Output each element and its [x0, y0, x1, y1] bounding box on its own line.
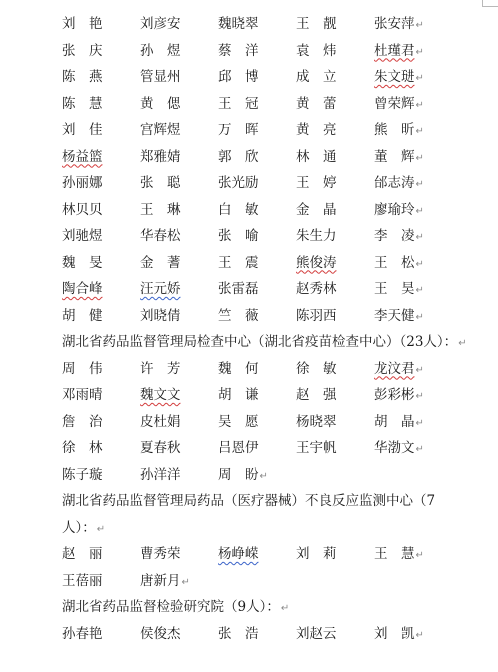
name-row — [62, 91, 482, 118]
name-cell: 董 辉↵ — [374, 148, 424, 165]
name-cell: 白 敏 — [218, 201, 259, 218]
paragraph-mark-icon: ↵ — [415, 391, 424, 402]
paragraph-mark-icon: ↵ — [415, 73, 424, 84]
section-heading-text: 湖北省药品监督管理局药品（医疗器械）不良反应监测中心（7 — [62, 493, 436, 509]
name-cell: 张雷磊 — [218, 281, 259, 297]
name-cell: 胡 晶↵ — [374, 413, 424, 430]
name-cell: 魏 旻 — [62, 254, 103, 271]
name-cell: 王 琳 — [140, 201, 181, 218]
paragraph-mark-icon: ↵ — [415, 364, 424, 376]
name-cell: 孙洋洋 — [140, 466, 181, 483]
name-cell: 王 靓 — [296, 16, 337, 32]
name-cell: 龙汶君↵ — [374, 360, 424, 377]
name-row — [62, 303, 482, 330]
name-cell: 王宇帆 — [296, 440, 337, 456]
name-cell: 杨益篮 — [62, 148, 103, 165]
name-cell: 刘晓倩 — [140, 307, 181, 324]
paragraph-mark-icon: ↵ — [415, 205, 424, 217]
name-row — [62, 170, 482, 197]
section-heading-text: 湖北省药品监督检验研究院（9人）：↵ — [62, 599, 290, 615]
name-row — [62, 435, 482, 462]
name-cell: 胡 健 — [62, 307, 103, 324]
name-row — [62, 38, 482, 65]
section-heading — [62, 594, 482, 621]
name-cell: 张安萍↵ — [374, 16, 424, 32]
document-body[interactable] — [62, 11, 482, 647]
name-cell: 徐 敏 — [296, 360, 337, 377]
name-cell: 周 盼↵ — [218, 466, 268, 483]
paragraph-mark-icon: ↵ — [415, 444, 424, 455]
name-cell: 魏晓翠 — [218, 16, 259, 32]
name-cell: 袁 炜 — [296, 42, 337, 59]
name-row — [62, 250, 482, 277]
name-cell: 黄 亮 — [296, 122, 337, 138]
section-heading — [62, 329, 482, 356]
name-cell: 刘驰煜 — [62, 228, 103, 244]
name-row — [62, 462, 482, 489]
name-cell: 郭 欣 — [218, 148, 259, 165]
name-cell: 熊 昕↵ — [374, 122, 424, 138]
name-cell: 张 喻 — [218, 228, 259, 244]
name-cell: 唐新月↵ — [140, 572, 190, 589]
name-cell: 王 冠 — [218, 95, 259, 112]
name-cell: 夏春秋 — [140, 440, 181, 456]
name-cell: 魏 何 — [218, 360, 259, 377]
name-cell: 刘 莉 — [296, 546, 337, 562]
name-row — [62, 117, 482, 144]
paragraph-mark-icon: ↵ — [415, 232, 424, 243]
name-cell: 陶合峰 — [62, 281, 103, 297]
name-cell: 华春松 — [140, 228, 181, 244]
name-cell: 华渤文↵ — [374, 440, 424, 456]
name-cell: 吴 愿 — [218, 413, 259, 430]
name-cell: 王 婷 — [296, 175, 337, 191]
name-cell: 徐 林 — [62, 440, 103, 456]
name-cell: 魏文文 — [140, 387, 181, 403]
name-cell: 孙春艳 — [62, 625, 103, 642]
section-heading-text: 湖北省药品监督管理局检查中心（湖北省疫苗检查中心）（23人）：↵ — [62, 334, 467, 350]
paragraph-mark-icon: ↵ — [415, 99, 424, 111]
name-cell: 刘 艳 — [62, 16, 103, 32]
name-cell: 刘 佳 — [62, 122, 103, 138]
name-cell: 管显州 — [140, 69, 181, 85]
name-cell: 万 晖 — [218, 122, 259, 138]
name-row — [62, 144, 482, 171]
name-cell: 成 立 — [296, 69, 337, 85]
name-cell: 张 庆 — [62, 42, 103, 59]
paragraph-mark-icon: ↵ — [415, 629, 424, 641]
paragraph-mark-icon: ↵ — [415, 311, 424, 323]
name-cell: 杜瑾君↵ — [374, 42, 424, 59]
name-cell: 曹秀荣 — [140, 546, 181, 562]
name-cell: 赵 强 — [296, 387, 337, 403]
name-cell: 张 浩 — [218, 625, 259, 642]
name-cell: 林贝贝 — [62, 201, 103, 218]
name-cell: 陈 慧 — [62, 95, 103, 112]
name-cell: 胡 谦 — [218, 387, 259, 403]
name-cell: 邱 博 — [218, 69, 259, 85]
name-cell: 王 昊↵ — [374, 281, 424, 297]
name-cell: 周 伟 — [62, 360, 103, 377]
paragraph-mark-icon: ↵ — [415, 126, 424, 137]
name-cell: 朱生力 — [296, 228, 337, 244]
name-cell: 黄 偲 — [140, 95, 181, 112]
paragraph-mark-icon: ↵ — [415, 550, 424, 561]
name-cell: 皮杜娟 — [140, 413, 181, 430]
paragraph-mark-icon: ↵ — [280, 603, 290, 614]
name-cell: 许 芳 — [140, 360, 181, 377]
name-cell: 曾荣辉↵ — [374, 95, 424, 112]
name-row — [62, 197, 482, 224]
name-cell: 詹 治 — [62, 413, 103, 430]
name-cell: 刘彦安 — [140, 16, 181, 32]
name-cell: 彭彩彬↵ — [374, 387, 424, 403]
name-cell: 蔡 洋 — [218, 42, 259, 59]
name-cell: 宫辉煜 — [140, 122, 181, 138]
name-cell: 王 松↵ — [374, 254, 424, 271]
name-cell: 王 震 — [218, 254, 259, 271]
name-row — [62, 541, 482, 568]
name-row — [62, 223, 482, 250]
paragraph-mark-icon: ↵ — [458, 338, 467, 349]
name-row — [62, 64, 482, 91]
section-heading — [62, 515, 482, 542]
name-row — [62, 621, 482, 648]
name-row — [62, 568, 482, 595]
paragraph-mark-icon: ↵ — [181, 576, 190, 588]
name-cell: 邰志涛↵ — [374, 175, 424, 191]
name-cell: 汪元娇 — [140, 281, 181, 297]
name-cell: 陈羽西 — [296, 307, 337, 324]
paragraph-mark-icon: ↵ — [259, 470, 268, 482]
name-cell: 赵 丽 — [62, 546, 103, 562]
name-cell: 廖瑜玲↵ — [374, 201, 424, 218]
page-corner-mark — [482, 6, 498, 7]
name-cell: 金 蓍 — [140, 254, 181, 271]
name-row — [62, 276, 482, 303]
paragraph-mark-icon: ↵ — [415, 179, 424, 190]
paragraph-mark-icon: ↵ — [415, 258, 424, 270]
name-cell: 张 聪 — [140, 175, 181, 191]
name-cell: 熊俊涛 — [296, 254, 337, 271]
name-row — [62, 382, 482, 409]
paragraph-mark-icon: ↵ — [415, 417, 424, 429]
name-cell: 陈 燕 — [62, 69, 103, 85]
section-heading-text: 人）：↵ — [62, 519, 106, 536]
name-row — [62, 356, 482, 383]
name-row — [62, 409, 482, 436]
paragraph-mark-icon: ↵ — [415, 46, 424, 58]
name-cell: 刘 凯↵ — [374, 625, 424, 642]
name-cell: 杨峥嵘 — [218, 546, 259, 562]
name-cell: 竺 薇 — [218, 307, 259, 324]
name-row — [62, 11, 482, 38]
section-heading — [62, 488, 482, 515]
paragraph-mark-icon: ↵ — [415, 285, 424, 296]
paragraph-mark-icon: ↵ — [415, 152, 424, 164]
name-cell: 王蓓丽 — [62, 572, 103, 589]
name-cell: 金 晶 — [296, 201, 337, 218]
name-cell: 吕恩伊 — [218, 440, 259, 456]
name-cell: 刘赵云 — [296, 625, 337, 642]
name-cell: 孙 煜 — [140, 42, 181, 59]
name-cell: 赵秀林 — [296, 281, 337, 297]
name-cell: 郑雅婧 — [140, 148, 181, 165]
name-cell: 李 凌↵ — [374, 228, 424, 244]
name-cell: 李天健↵ — [374, 307, 424, 324]
name-cell: 黄 蕾 — [296, 95, 337, 112]
name-cell: 王 慧↵ — [374, 546, 424, 562]
name-cell: 杨晓翠 — [296, 413, 337, 430]
name-cell: 朱文琎↵ — [374, 69, 424, 85]
paragraph-mark-icon: ↵ — [96, 523, 106, 535]
paragraph-mark-icon: ↵ — [415, 20, 424, 31]
name-cell: 孙丽娜 — [62, 175, 103, 191]
name-cell: 林 通 — [296, 148, 337, 165]
name-cell: 侯俊杰 — [140, 625, 181, 642]
name-cell: 邓雨晴 — [62, 387, 103, 403]
name-cell: 张光励 — [218, 175, 259, 191]
name-cell: 陈子璇 — [62, 466, 103, 483]
